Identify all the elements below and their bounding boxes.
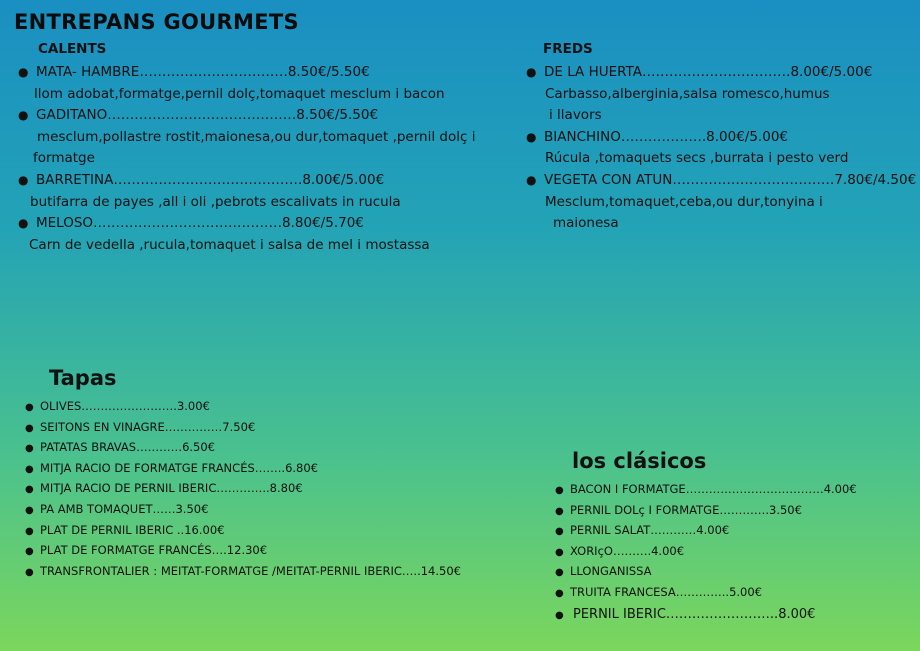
bullet-icon: ● — [555, 609, 564, 621]
bullet-icon: ● — [25, 484, 34, 496]
bullet-icon: ● — [25, 546, 34, 558]
item-name: MELOSO……………………………………8.80€/5.70€ — [36, 215, 364, 232]
tapas-list — [25, 397, 461, 582]
item-text: BACON I FORMATGE………………………………4.00€ — [570, 482, 857, 496]
bullet-icon: ● — [18, 216, 29, 231]
list-item — [25, 521, 461, 542]
clasicos-heading: los clásicos — [572, 449, 707, 473]
item-description: Carbasso,alberginia,salsa romesco,humus — [545, 85, 830, 102]
item-name: BARRETINA……………………………………8.00€/5.00€ — [36, 171, 385, 188]
item-text: MITJA RACIO DE PERNIL IBERIC…………..8.80€ — [40, 481, 303, 496]
item-description: llom adobat,formatge,pernil dolç,tomaquet mesclum i bacon — [34, 85, 445, 102]
item-name: VEGETA CON ATUN………………………………7.80€/4.50€ — [544, 171, 917, 188]
bullet-icon: ● — [18, 108, 29, 123]
freds-heading: FREDS — [543, 41, 593, 57]
list-item — [18, 105, 475, 127]
item-description: butifarra de payes ,all i oli ,pebrots escalivats in rucula — [30, 193, 401, 210]
bullet-icon: ● — [555, 546, 564, 558]
item-text: PATATAS BRAVAS…………6.50€ — [40, 440, 215, 455]
bullet-icon: ● — [25, 566, 34, 578]
bullet-icon: ● — [25, 443, 34, 455]
item-text: PERNIL SALAT…………4.00€ — [570, 523, 730, 538]
list-item — [18, 213, 475, 235]
list-item — [25, 459, 461, 480]
item-description: i llavors — [549, 107, 602, 124]
item-text: TRUITA FRANCESA…………..5.00€ — [570, 584, 762, 599]
item-text: PA AMB TOMAQUET……3.50€ — [40, 501, 209, 516]
list-item — [18, 170, 475, 192]
item-name: GADITANO……………………………………8.50€/5.50€ — [36, 107, 379, 124]
list-item — [25, 438, 461, 459]
item-text: PLAT DE FORMATGE FRANCÉS….12.30€ — [40, 543, 268, 558]
item-description: maionesa — [553, 215, 619, 232]
list-item — [526, 127, 916, 149]
list-item — [555, 480, 857, 501]
bullet-icon: ● — [25, 422, 34, 434]
list-item — [555, 542, 857, 563]
list-item — [25, 397, 461, 418]
item-text: OLIVES…………………….3.00€ — [40, 399, 210, 413]
list-item — [25, 479, 461, 500]
item-name: DE LA HUERTA……………………………8.00€/5.00€ — [544, 64, 873, 80]
item-description: Rúcula ,tomaquets secs ,burrata i pesto verd — [545, 150, 849, 167]
bullet-icon: ● — [555, 526, 564, 538]
list-item — [25, 500, 461, 521]
list-item — [555, 501, 857, 522]
item-name: MATA- HAMBRE……………………………8.50€/5.50€ — [36, 64, 370, 80]
item-text: XORIçO……….4.00€ — [570, 543, 685, 558]
bullet-icon: ● — [555, 567, 564, 579]
bullet-icon: ● — [18, 65, 29, 79]
tapas-heading: Tapas — [49, 366, 117, 390]
bullet-icon: ● — [526, 172, 537, 187]
menu-title: ENTREPANS GOURMETS — [14, 10, 299, 34]
bullet-icon: ● — [18, 172, 29, 187]
item-name: BIANCHINO……………….8.00€/5.00€ — [544, 128, 788, 145]
item-text: PLAT DE PERNIL IBERIC ..16.00€ — [40, 522, 225, 537]
bullet-icon: ● — [25, 504, 34, 516]
item-text: LLONGANISSA — [570, 564, 652, 579]
item-text: MITJA RACIO DE FORMATGE FRANCÉS……..6.80€ — [40, 460, 318, 475]
bullet-icon: ● — [555, 485, 564, 496]
bullet-icon: ● — [25, 402, 34, 413]
item-description: formatge — [33, 150, 95, 167]
item-text: TRANSFRONTALIER : MEITAT-FORMATGE /MEITAT-PERNIL IBERIC…..14.50€ — [40, 563, 461, 578]
freds-list — [526, 62, 916, 235]
calents-heading: CALENTS — [38, 41, 107, 57]
list-item — [25, 562, 461, 583]
calents-list — [18, 62, 475, 256]
bullet-icon: ● — [526, 129, 537, 144]
list-item — [526, 170, 916, 192]
list-item — [18, 62, 475, 84]
list-item — [555, 583, 857, 604]
list-item — [555, 562, 857, 583]
list-item — [25, 541, 461, 562]
bullet-icon: ● — [555, 505, 564, 517]
item-text: PERNIL IBERIC……………………..8.00€ — [573, 606, 816, 622]
bullet-icon: ● — [526, 65, 537, 79]
item-description: mesclum,pollastre rostit,maionesa,ou dur,tomaquet ,pernil dolç i — [37, 128, 476, 145]
list-item — [526, 62, 916, 84]
item-text: PERNIL DOLç I FORMATGE………….3.50€ — [570, 502, 802, 517]
list-item — [555, 521, 857, 542]
bullet-icon: ● — [25, 525, 34, 537]
item-text: SEITONS EN VINAGRE……………7.50€ — [40, 419, 256, 434]
bullet-icon: ● — [25, 463, 34, 475]
list-item — [555, 604, 857, 627]
item-description: Mesclum,tomaquet,ceba,ou dur,tonyina i — [545, 193, 823, 210]
item-description: Carn de vedella ,rucula,tomaquet i salsa de mel i mostassa — [29, 236, 430, 253]
bullet-icon: ● — [555, 587, 564, 599]
clasicos-list — [555, 480, 857, 627]
list-item — [25, 418, 461, 439]
